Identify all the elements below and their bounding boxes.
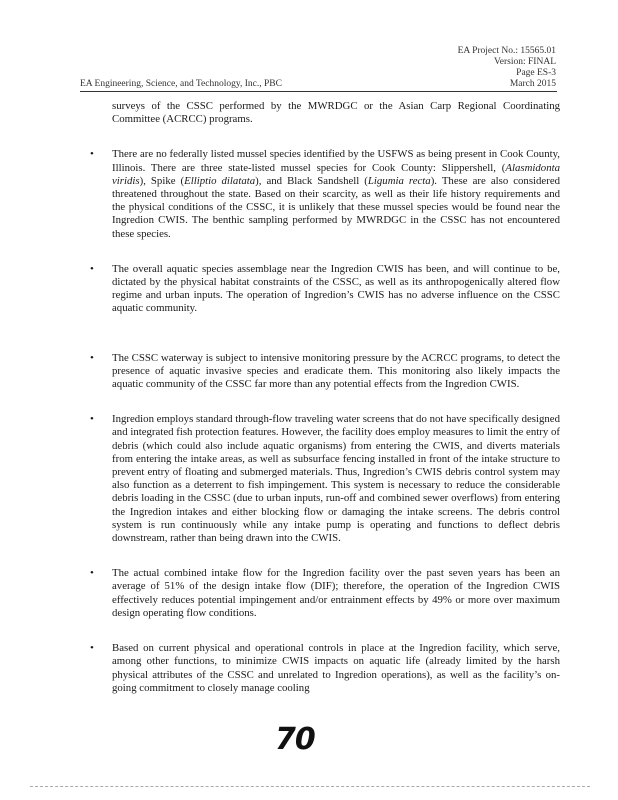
bullet-operational-controls	[80, 642, 560, 695]
header-date: March 2015	[509, 79, 556, 89]
bullet-text-part: ). These are also considered threatened throughout the state. Based on their scarcity, as well as their life history requirements and the physical conditions of the CSSC, it is unlikely that these mussel species would be found near the Ingredion CWIS. The benthic sampling performed by MWRDGC in the CSSC has not encountered these species.	[112, 174, 561, 240]
bullet-dot: •	[90, 351, 94, 364]
bullet-dot: •	[90, 567, 94, 580]
species-name-italic: Alasmidonta viridis	[112, 161, 560, 187]
version-label: Version: FINAL	[493, 57, 556, 67]
footer-scan-line	[30, 786, 590, 787]
bullet-text: The overall aquatic species assemblage near the Ingredion CWIS has been, and will continue to be, dictated by the physical habitat constraints of the CSSC, as well as its anthropogenically altered flow regime and urban inputs. The operation of Ingredion’s CWIS has no adverse influence on the CSSC aquatic community.	[112, 262, 560, 315]
bullet-text: The CSSC waterway is subject to intensive monitoring pressure by the ACRCC programs, to detect the presence of aquatic invasive species and eradicate them. This monitoring also likely impacts the aquatic community of the CSSC far more than any potential effects from the Ingredion CWIS.	[112, 351, 560, 391]
header-meta	[458, 46, 556, 79]
bullet-aquatic-assemblage	[80, 263, 560, 316]
bullet-dot: •	[90, 642, 94, 655]
header-divider	[80, 91, 557, 92]
bullet-intake-flow	[80, 567, 560, 620]
handwritten-page-number: 70	[275, 722, 315, 757]
bullet-text-part: ), Spike (	[139, 174, 185, 187]
bullet-text: The actual combined intake flow for the Ingredion facility over the past seven years has been an average of 51% of the design intake flow (DIF); therefore, the operation of the Ingredion CWIS effectively reduces potential impingement and/or entrainment effects by 49% or more over maximum design operating flow conditions.	[112, 567, 560, 619]
document-body	[80, 100, 560, 717]
species-name-italic: Ligumia recta	[367, 174, 431, 187]
bullet-dot: •	[90, 413, 94, 426]
bullet-dot: •	[90, 148, 94, 161]
bullet-dot: •	[90, 262, 94, 275]
bullet-text-part: There are no federally listed mussel species identified by the USFWS as being present in Cook County, Illinois. There are three state-listed mussel species for Cook County: Slippershell, (	[112, 148, 560, 174]
bullet-text: Ingredion employs standard through-flow traveling water screens that do not have specifically designed and integrated fish protection features. However, the facility does employ measures to limit the entry of debris (which could also include aquatic organisms) from entering the CWIS, and diverts materials from entering the intake areas, as well as subsurface fencing installed in front of the intake structure to prevent entry of floating and submerged materials. Thus, Ingredion’s CWIS debris control system may also function as a deterrent to fish impingement. This system is necessary to reduce the considerable debris loading in the CSSC (due to urban inputs, run-off and combined sewer overflows) from entering the Ingredion intakes and either blocking flow or damaging the intake screens. The debris control system is run continuously while any intake pump is operating and functions to deflect debris downstream, rather than being drawn into the CWIS.	[112, 413, 560, 545]
project-number: EA Project No.: 15565.01	[457, 46, 556, 56]
species-name-italic: Elliptio dilatata	[184, 174, 256, 187]
bullet-acrcc-monitoring	[80, 352, 560, 392]
bullet-text: Based on current physical and operational controls in place at the Ingredion facility, which serve, among other functions, to minimize CWIS impacts on aquatic life (already limited by the harsh physical attributes of the CSSC and unrelated to Ingredion operations), as well as the facility’s on-going commitment to closely manage cooling	[112, 642, 560, 694]
company-name: EA Engineering, Science, and Technology, Inc., PBC	[80, 79, 282, 89]
bullet-water-screens	[80, 413, 560, 545]
page-label: Page ES-3	[516, 68, 556, 78]
bullet-text-part: ), and Black Sandshell (	[255, 174, 368, 187]
continuation-paragraph: surveys of the CSSC performed by the MWRDGC or the Asian Carp Regional Coordinating Committee (ACRCC) programs.	[112, 100, 560, 126]
bullet-mussel-species	[80, 148, 560, 240]
